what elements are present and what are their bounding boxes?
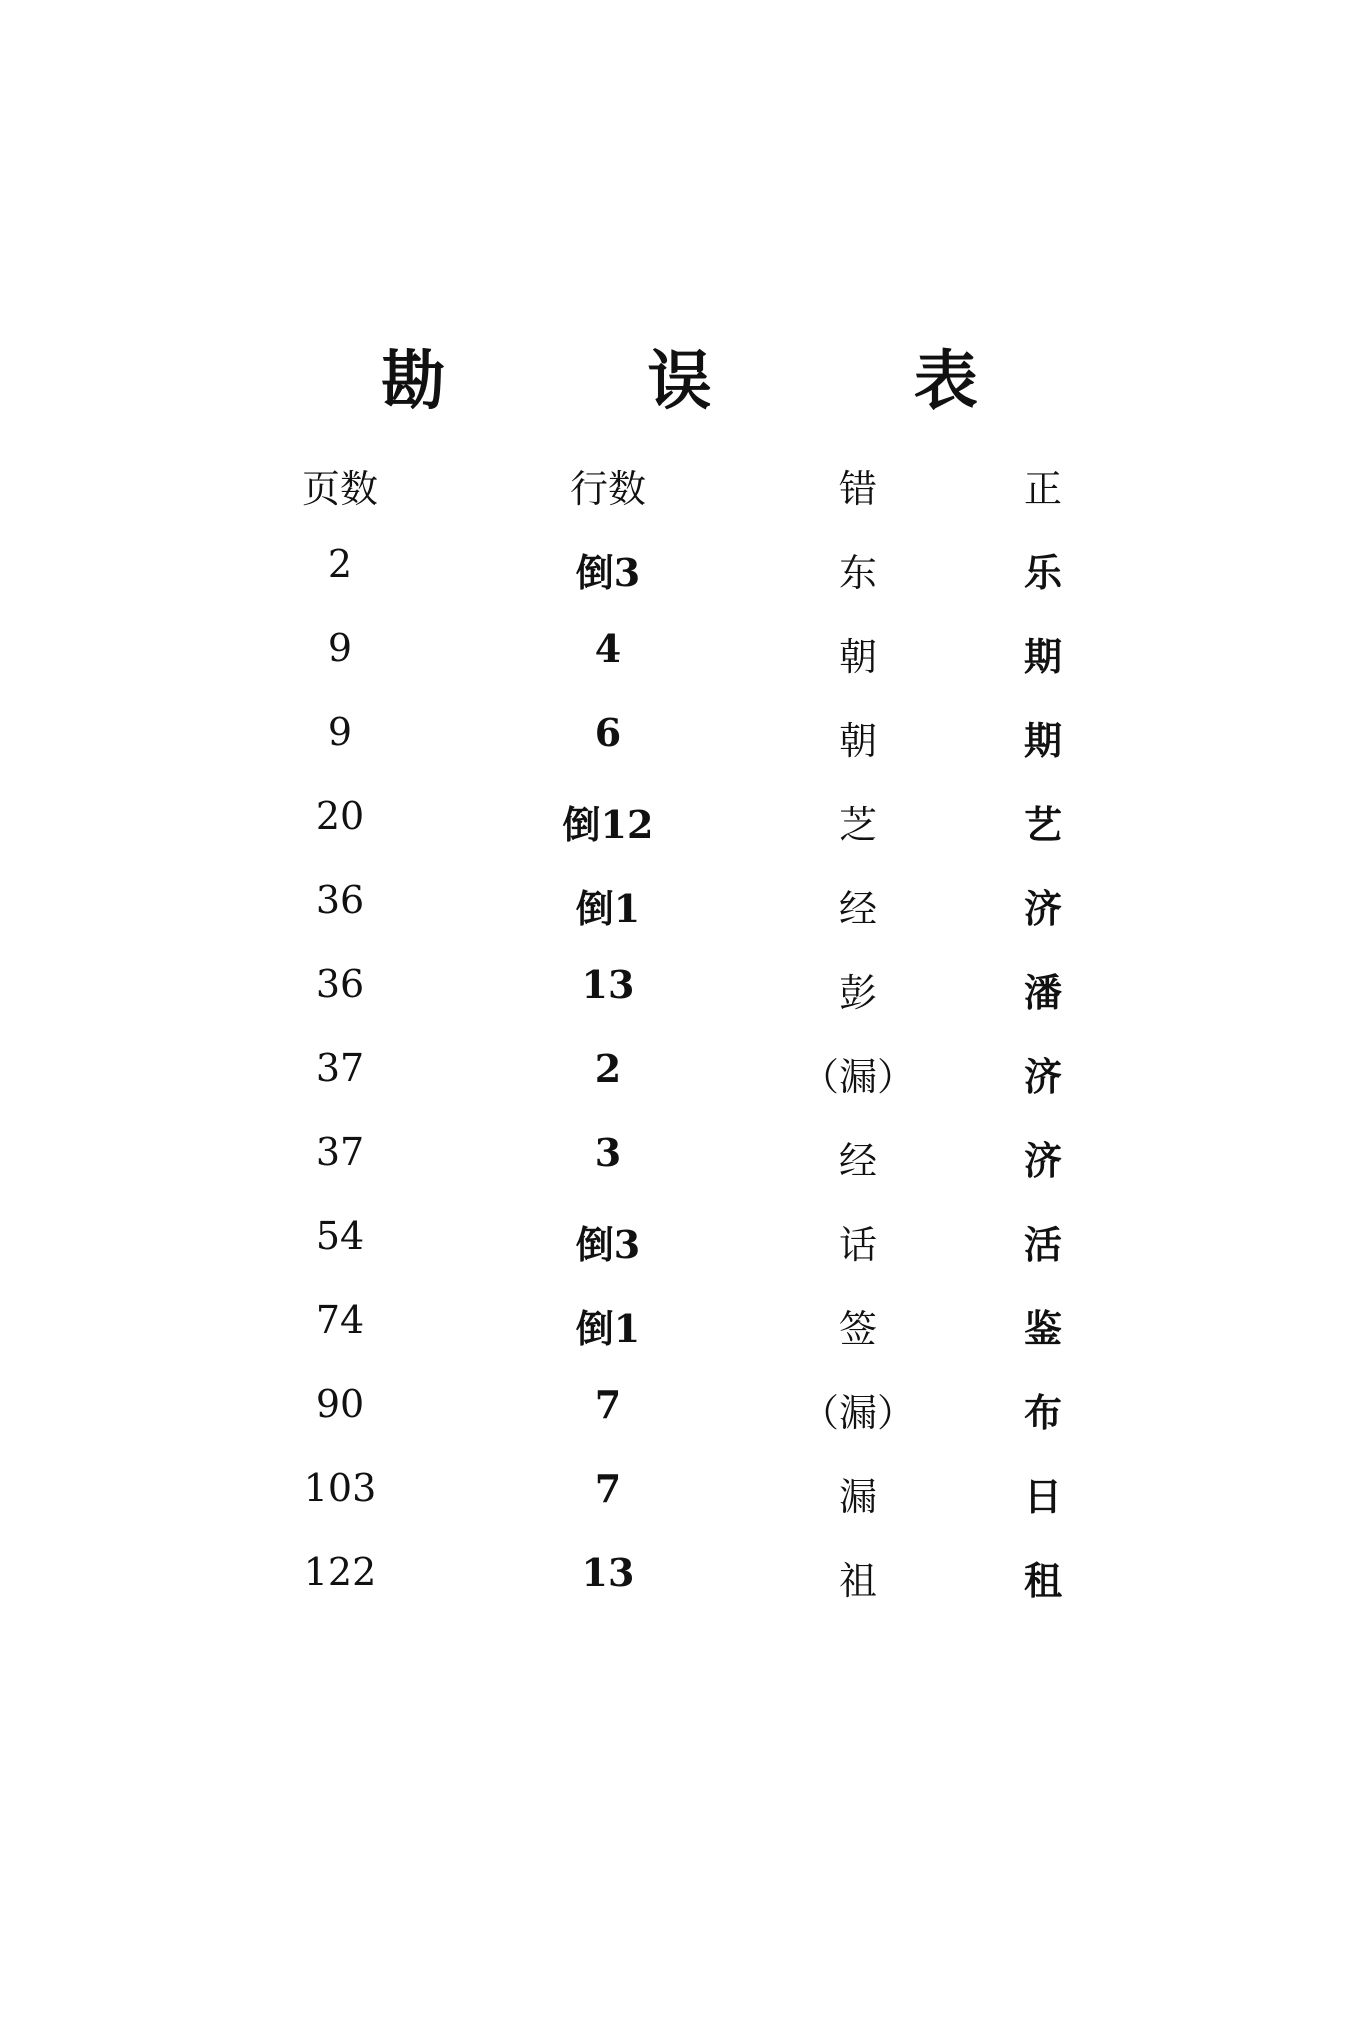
line-number-cell: 7 [594, 1466, 622, 1511]
wrong-text-cell: 话 [838, 1223, 878, 1267]
table-row [0, 878, 1359, 962]
line-number-cell: 倒12 [562, 802, 654, 847]
page-number-cell: 37 [315, 1130, 365, 1174]
page-number-cell: 20 [315, 794, 365, 838]
errata-table [0, 458, 1359, 1634]
table-row [0, 1298, 1359, 1382]
wrong-text-cell: （漏） [800, 1055, 916, 1099]
table-row [0, 962, 1359, 1046]
line-number-cell: 3 [594, 1130, 622, 1175]
table-body [0, 542, 1359, 1634]
table-header-row [0, 458, 1359, 542]
correct-text-cell: 期 [1023, 634, 1063, 679]
header-page: 页数 [301, 467, 379, 511]
page-number-cell: 103 [303, 1466, 377, 1510]
correct-text-cell: 租 [1023, 1558, 1063, 1603]
page-title: 勘 误 表 [381, 344, 1068, 419]
table-row [0, 1466, 1359, 1550]
wrong-text-cell: 经 [838, 1139, 878, 1183]
line-number-cell: 13 [581, 962, 635, 1007]
table-row [0, 1214, 1359, 1298]
line-number-cell: 7 [594, 1382, 622, 1427]
table-row [0, 1382, 1359, 1466]
correct-text-cell: 鉴 [1023, 1306, 1063, 1351]
wrong-text-cell: 签 [838, 1307, 878, 1351]
correct-text-cell: 期 [1023, 718, 1063, 763]
wrong-text-cell: 漏 [838, 1475, 878, 1519]
line-number-cell: 倒3 [575, 550, 641, 595]
page-number-cell: 122 [303, 1550, 377, 1594]
page-number-cell: 74 [315, 1298, 365, 1342]
table-row [0, 794, 1359, 878]
table-row [0, 542, 1359, 626]
table-row [0, 710, 1359, 794]
wrong-text-cell: 经 [838, 887, 878, 931]
header-correct: 正 [1023, 467, 1063, 511]
page-number-cell: 54 [315, 1214, 365, 1258]
line-number-cell: 6 [594, 710, 622, 755]
line-number-cell: 倒3 [575, 1222, 641, 1267]
wrong-text-cell: 祖 [838, 1559, 878, 1603]
line-number-cell: 2 [594, 1046, 622, 1091]
correct-text-cell: 活 [1023, 1222, 1063, 1267]
correct-text-cell: 济 [1023, 1054, 1063, 1099]
table-row [0, 1046, 1359, 1130]
table-row [0, 626, 1359, 710]
wrong-text-cell: 朝 [838, 635, 878, 679]
page-number-cell: 36 [315, 962, 365, 1006]
page-number-cell: 90 [315, 1382, 365, 1426]
line-number-cell: 倒1 [575, 1306, 641, 1351]
correct-text-cell: 日 [1023, 1474, 1063, 1519]
page-number-cell: 9 [327, 626, 353, 670]
line-number-cell: 13 [581, 1550, 635, 1595]
wrong-text-cell: 东 [838, 551, 878, 595]
line-number-cell: 4 [594, 626, 622, 671]
header-wrong: 错 [838, 467, 878, 511]
header-line: 行数 [569, 467, 647, 511]
page-number-cell: 36 [315, 878, 365, 922]
correct-text-cell: 济 [1023, 886, 1063, 931]
wrong-text-cell: 芝 [838, 803, 878, 847]
correct-text-cell: 济 [1023, 1138, 1063, 1183]
correct-text-cell: 艺 [1023, 802, 1063, 847]
page-number-cell: 37 [315, 1046, 365, 1090]
correct-text-cell: 布 [1023, 1390, 1063, 1435]
wrong-text-cell: 彭 [838, 971, 878, 1015]
line-number-cell: 倒1 [575, 886, 641, 931]
correct-text-cell: 乐 [1023, 550, 1063, 595]
table-row [0, 1130, 1359, 1214]
correct-text-cell: 潘 [1023, 970, 1063, 1015]
page-number-cell: 2 [327, 542, 353, 586]
wrong-text-cell: （漏） [800, 1391, 916, 1435]
wrong-text-cell: 朝 [838, 719, 878, 763]
page-number-cell: 9 [327, 710, 353, 754]
table-row [0, 1550, 1359, 1634]
